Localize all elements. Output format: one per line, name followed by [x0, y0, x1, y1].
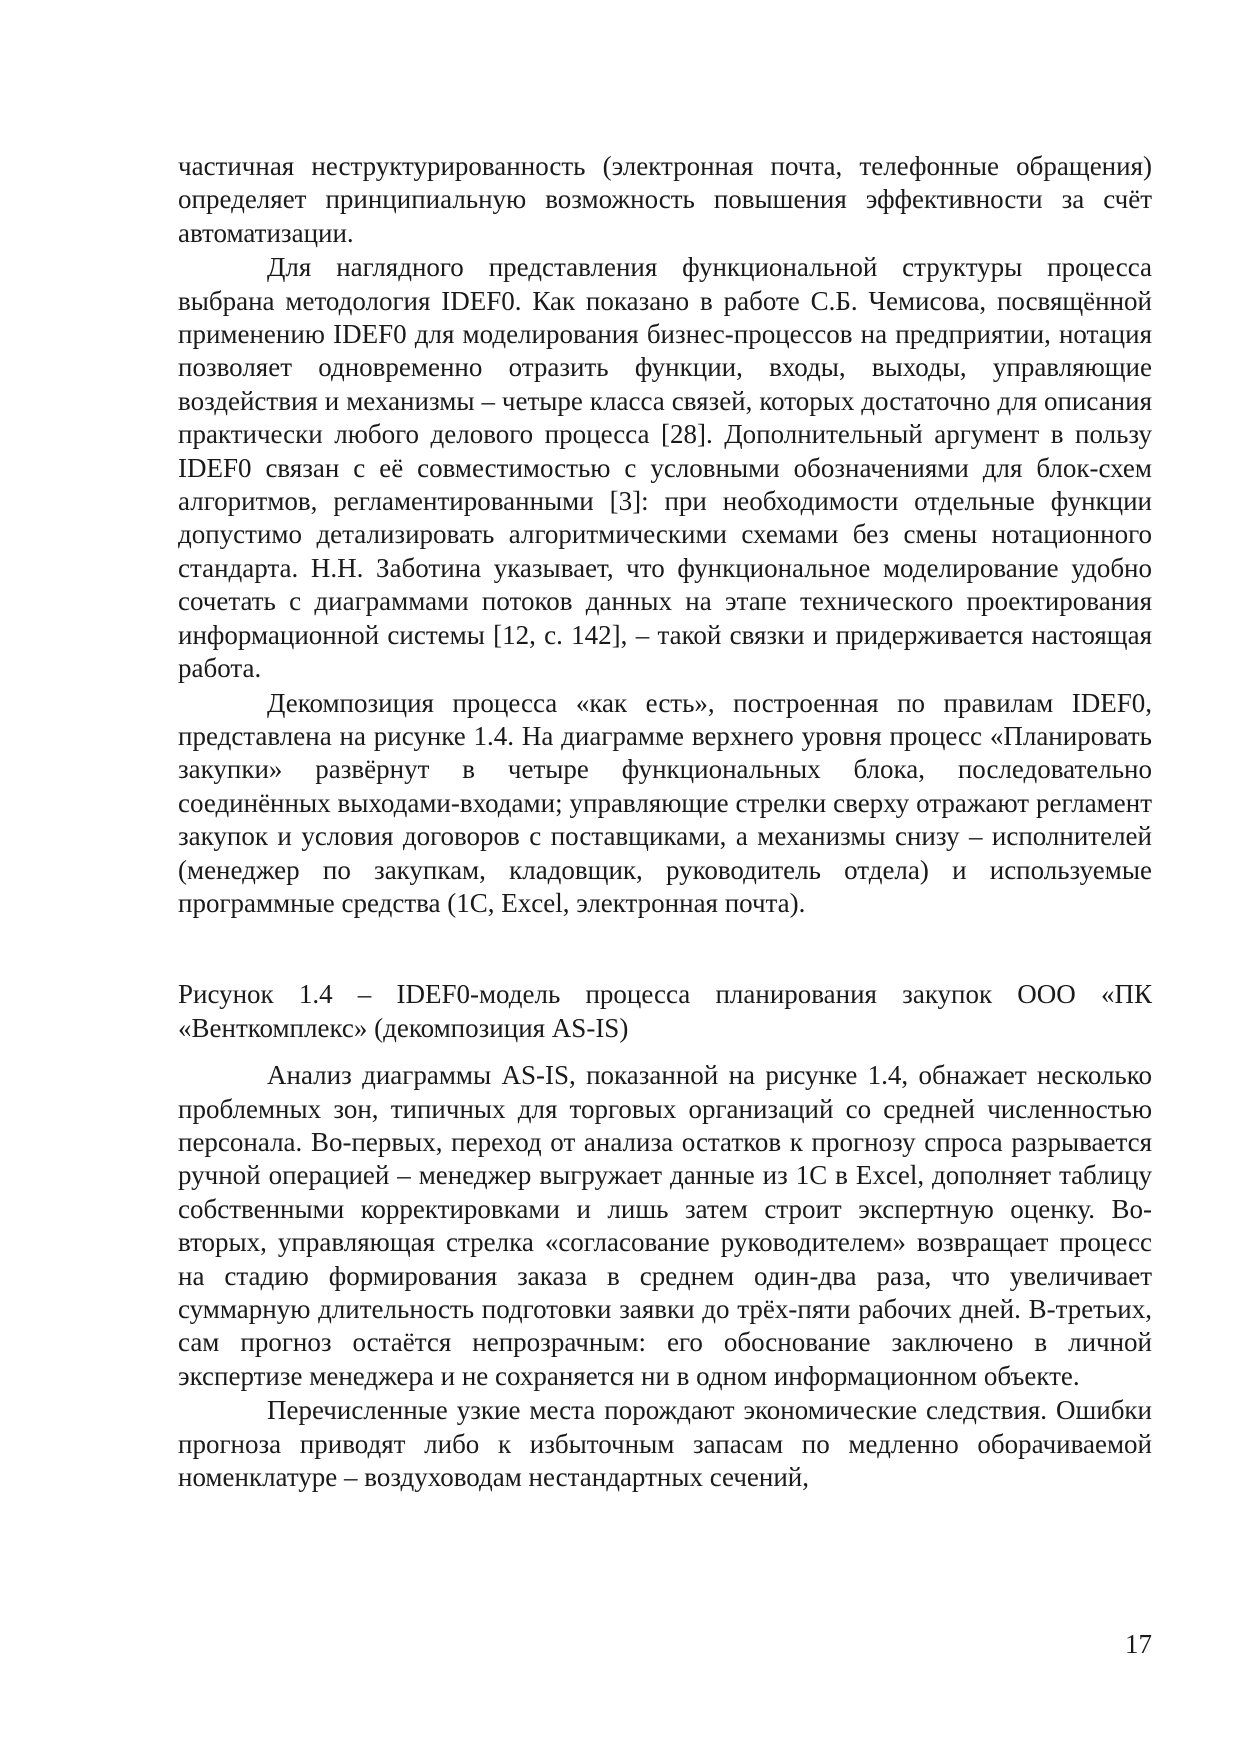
- page-body: [178, 150, 1152, 1494]
- paragraph-economic-consequences: Перечисленные узкие места порождают экономические следствия. Ошибки прогноза приводят либо к избыточным запасам по медленно оборачиваемой номенклатуре – воздуховодам нестандартных сечений,: [178, 1395, 1152, 1493]
- paragraph-decomposition: Декомпозиция процесса «как есть», построенная по правилам IDEF0, представлена на рисунке 1.4. На диаграмме верхнего уровня процесс «Планировать закупки» развёрнут в четыре функциональных блока, последовательно соединённых выходами-входами; управляющие стрелки сверху отражают регламент закупок и условия договоров с поставщиками, а механизмы снизу – исполнителей (менеджер по закупкам, кладовщик, руководитель отдела) и используемые программные средства (1С, Excel, электронная почта).: [178, 687, 1152, 918]
- figure-caption: Рисунок 1.4 – IDEF0-модель процесса планирования закупок ООО «ПК «Венткомплекс» (декомпозиция AS-IS): [178, 979, 1152, 1043]
- page-number: 17: [1125, 1629, 1152, 1659]
- paragraph-continuation: частичная неструктурированность (электронная почта, телефонные обращения) определяет принципиальную возможность повышения эффективности за счёт автоматизации.: [178, 151, 1152, 248]
- paragraph-idef0-methodology: Для наглядного представления функциональной структуры процесса выбрана методология IDEF0. Как показано в работе С.Б. Чемисова, посвящённой применению IDEF0 для моделирования бизнес-процессов на предприятии, нотация позволяет одновременно отразить функции, входы, выходы, управляющие воздействия и механизмы – четыре класса связей, которых достаточно для описания практически любого делового процесса [28]. Дополнительный аргумент в пользу IDEF0 связан с её совместимостью с условными обозначениями для блок-схем алгоритмов, регламентированными [3]: при необходимости отдельные функции допустимо детализировать алгоритмическими схемами без смены нотационного стандарта. Н.Н. Заботина указывает, что функциональное моделирование удобно сочетать с диаграммами потоков данных на этапе технического проектирования информационной системы [12, с. 142], – такой связки и придерживается настоящая работа.: [178, 252, 1152, 684]
- paragraph-as-is-analysis: Анализ диаграммы AS-IS, показанной на рисунке 1.4, обнажает несколько проблемных зон, типичных для торговых организаций со средней численностью персонала. Во-первых, переход от анализа остатков к прогнозу спроса разрывается ручной операцией – менеджер выгружает данные из 1С в Excel, дополняет таблицу собственными корректировками и лишь затем строит экспертную оценку. Во-вторых, управляющая стрелка «согласование руководителем» возвращает процесс на стадию формирования заказа в среднем один-два раза, что увеличивает суммарную длительность подготовки заявки до трёх-пяти рабочих дней. В-третьих, сам прогноз остаётся непрозрачным: его обоснование заключено в личной экспертизе менеджера и не сохраняется ни в одном информационном объекте.: [178, 1060, 1152, 1391]
